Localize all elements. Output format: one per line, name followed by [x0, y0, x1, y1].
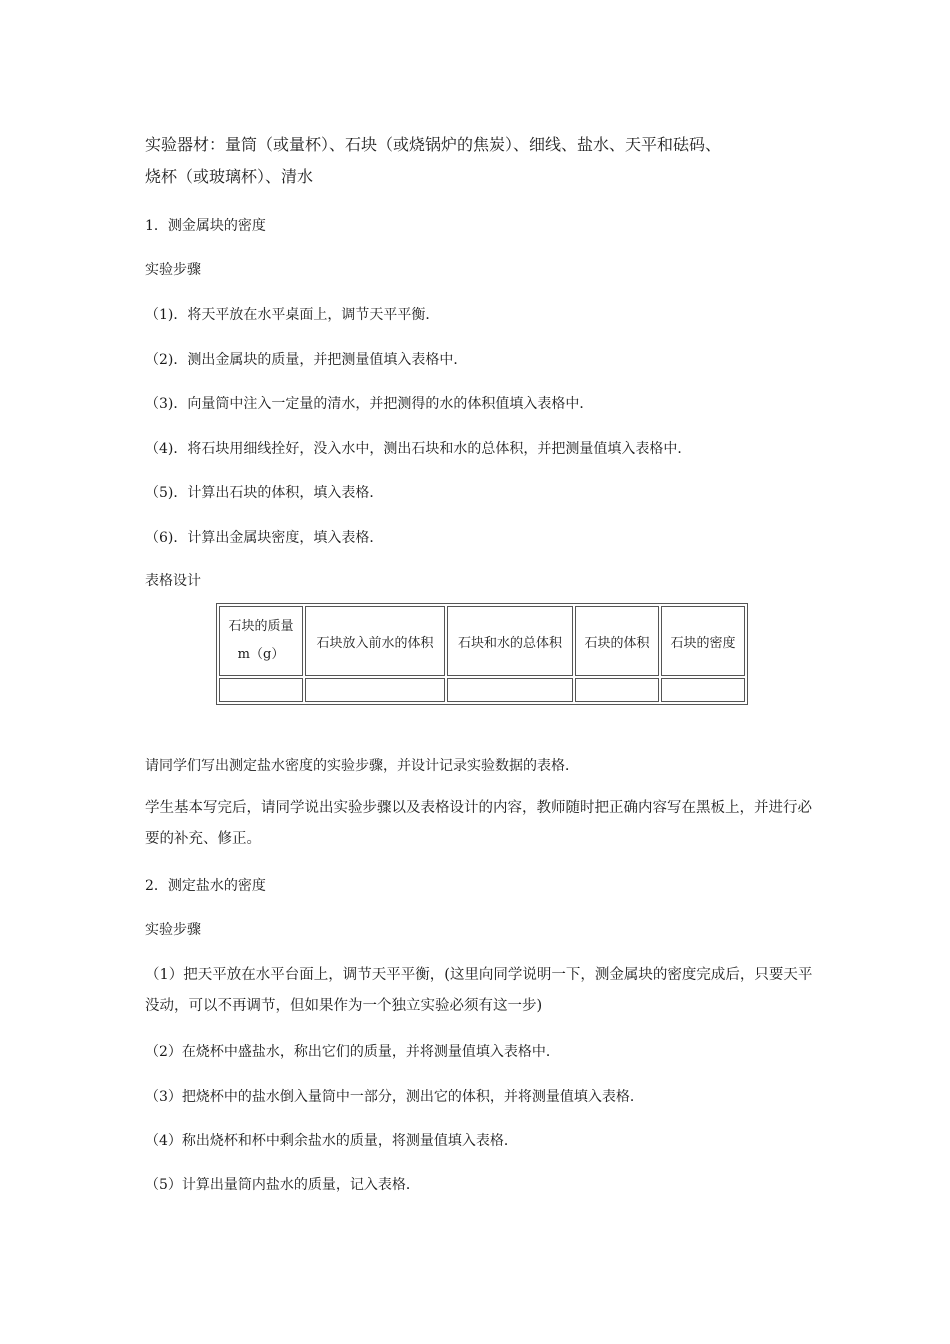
section-1-steps-heading: 实验步骤 — [145, 262, 201, 278]
instruction-paragraph-1: 请同学们写出测定盐水密度的实验步骤，并设计记录实验数据的表格． — [145, 758, 579, 774]
section-2-step-1: （1）把天平放在水平台面上，调节天平平衡，(这里向同学说明一下，测金属块的密度完成后，只要天平没动，可以不再调节，但如果作为一个独立实验必须有这一步) — [145, 967, 813, 1014]
table-cell-empty — [219, 678, 303, 702]
table-cell-empty — [447, 678, 573, 702]
section-2-steps-heading: 实验步骤 — [145, 922, 201, 938]
materials-line-1: 实验器材：量筒（或量杯）、石块（或烧锅炉的焦炭）、细线、盐水、天平和砝码、 — [145, 135, 722, 154]
section-2-step-5: （5）计算出量筒内盐水的质量，记入表格． — [145, 1177, 420, 1193]
table-header-row — [219, 606, 745, 676]
record-table — [216, 603, 748, 705]
section-1-step-5: （5)．计算出石块的体积，填入表格． — [145, 485, 384, 501]
section-1-title: 1．测金属块的密度 — [145, 218, 266, 234]
table-cell-empty — [305, 678, 445, 702]
section-2-step-4: （4）称出烧杯和杯中剩余盐水的质量，将测量值填入表格． — [145, 1133, 518, 1149]
table-header-stone-volume: 石块的体积 — [575, 606, 659, 676]
section-1-step-1: （1)．将天平放在水平桌面上，调节天平平衡． — [145, 307, 440, 323]
section-2-title: 2．测定盐水的密度 — [145, 878, 266, 894]
section-1-step-2: （2)．测出金属块的质量，并把测量值填入表格中． — [145, 352, 468, 368]
table-header-mass-unit: m（g） — [237, 647, 285, 662]
table-design-heading: 表格设计 — [145, 573, 201, 589]
materials-line-2: 烧杯（或玻璃杯）、清水 — [145, 167, 314, 186]
table-row — [219, 678, 745, 702]
section-1-step-4: （4)．将石块用细线拴好，没入水中，测出石块和水的总体积，并把测量值填入表格中． — [145, 441, 692, 457]
section-1-step-6: （6)．计算出金属块密度，填入表格． — [145, 530, 384, 546]
section-2-step-3: （3）把烧杯中的盐水倒入量筒中一部分，测出它的体积，并将测量值填入表格． — [145, 1089, 644, 1105]
table-header-mass — [219, 606, 303, 676]
section-1-step-3: （3)．向量筒中注入一定量的清水，并把测得的水的体积值填入表格中． — [145, 396, 594, 412]
table-header-stone-density: 石块的密度 — [661, 606, 745, 676]
instruction-paragraph-2: 学生基本写完后，请同学说出实验步骤以及表格设计的内容，教师随时把正确内容写在黑板上，并进行必要的补充、修正。 — [145, 800, 812, 847]
table-cell-empty — [575, 678, 659, 702]
table-header-mass-label: 石块的质量 — [228, 619, 294, 634]
section-2-step-2: （2）在烧杯中盛盐水，称出它们的质量，并将测量值填入表格中． — [145, 1044, 560, 1060]
table-header-total-volume: 石块和水的总体积 — [447, 606, 573, 676]
table-cell-empty — [661, 678, 745, 702]
table-header-water-volume: 石块放入前水的体积 — [305, 606, 445, 676]
